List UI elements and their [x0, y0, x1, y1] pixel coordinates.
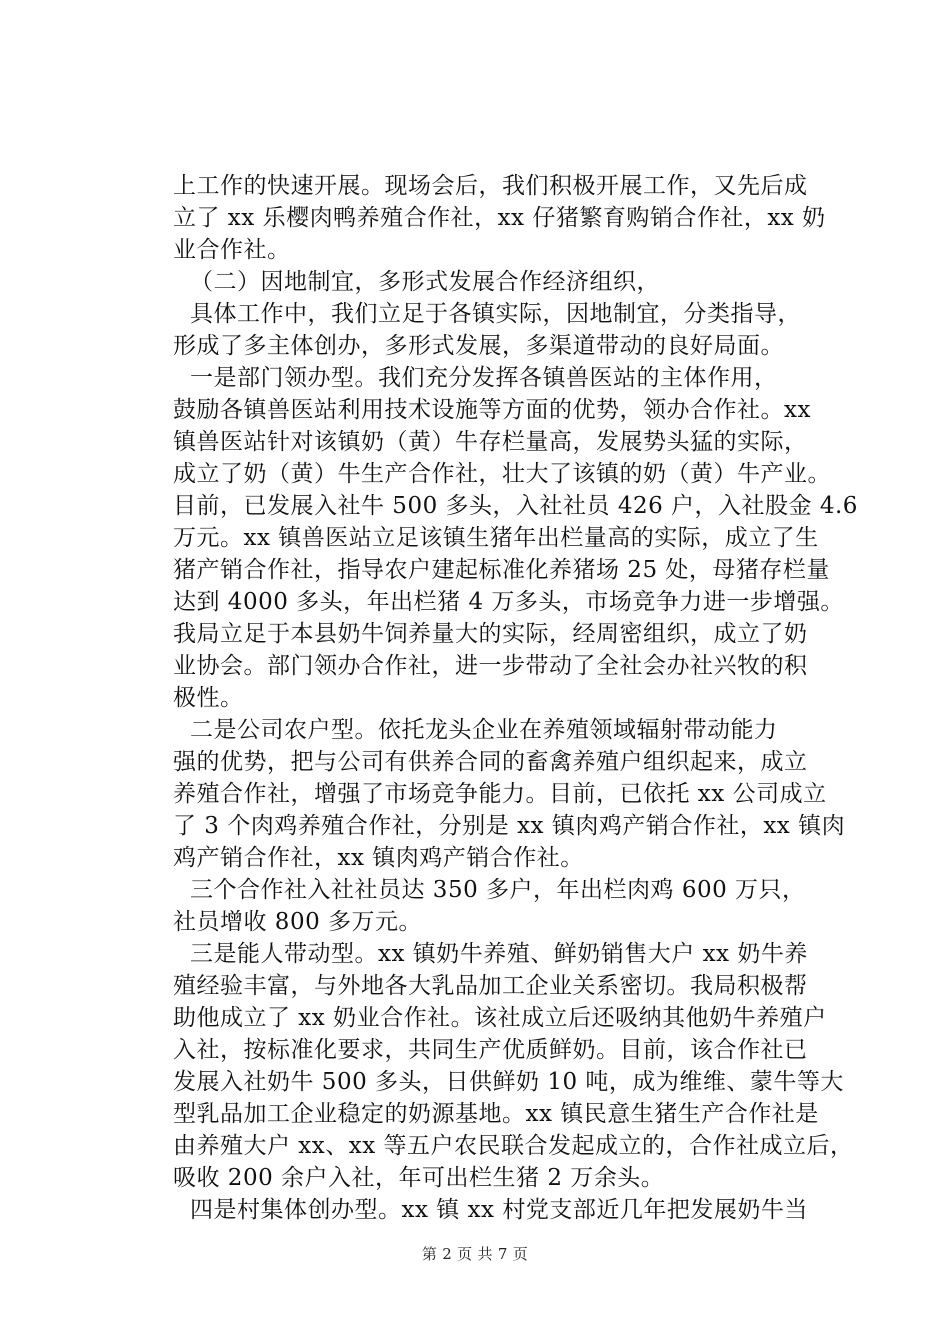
text-line: 养殖合作社，增强了市场竞争能力。目前，已依托 xx 公司成立 [173, 781, 827, 807]
text-line: 吸收 200 余户入社，年可出栏生猪 2 万余头。 [173, 1165, 665, 1191]
text-line: 达到 4000 多头，年出栏猪 4 万多头，市场竞争力进一步增强。 [173, 589, 844, 615]
text-line: 发展入社奶牛 500 多头，日供鲜奶 10 吨，成为维维、蒙牛等大 [173, 1069, 844, 1095]
text-line: 具体工作中，我们立足于各镇实际，因地制宜，分类指导， [190, 301, 801, 327]
text-line: 上工作的快速开展。现场会后，我们积极开展工作，又先后成 [173, 173, 808, 199]
text-line: 殖经验丰富，与外地各大乳品加工企业关系密切。我局积极帮 [173, 973, 808, 999]
text-line: 我局立足于本县奶牛饲养量大的实际，经周密组织，成立了奶 [173, 621, 808, 647]
text-line: 三个合作社入社社员达 350 多户，年出栏肉鸡 600 万只， [190, 877, 806, 903]
text-line: 三是能人带动型。xx 镇奶牛养殖、鲜奶销售大户 xx 奶牛养 [190, 941, 808, 967]
text-line: 由养殖大户 xx、xx 等五户农民联合发起成立的，合作社成立后， [173, 1133, 854, 1159]
text-line: 目前，已发展入社牛 500 多头，入社社员 426 户，入社股金 4.6 [173, 493, 858, 519]
text-line: 业协会。部门领办合作社，进一步带动了全社会办社兴牧的积 [173, 653, 808, 679]
text-line: 入社，按标准化要求，共同生产优质鲜奶。目前，该合作社已 [173, 1037, 808, 1063]
text-line: 鸡产销合作社，xx 镇肉鸡产销合作社。 [173, 845, 584, 871]
text-line: 社员增收 800 多万元。 [173, 909, 423, 935]
text-line: 立了 xx 乐樱肉鸭养殖合作社，xx 仔猪繁育购销合作社，xx 奶 [173, 205, 826, 231]
text-line: 猪产销合作社，指导农户建起标准化养猪场 25 处，母猪存栏量 [173, 557, 830, 583]
page-footer: 第 2 页 共 7 页 [421, 1245, 529, 1263]
text-line: 鼓励各镇兽医站利用技术设施等方面的优势，领办合作社。xx [173, 397, 811, 423]
text-line: 镇兽医站针对该镇奶（黄）牛存栏量高，发展势头猛的实际， [173, 429, 808, 455]
text-line: 四是村集体创办型。xx 镇 xx 村党支部近几年把发展奶牛当 [190, 1197, 808, 1223]
text-line: 二是公司农户型。依托龙头企业在养殖领域辐射带动能力 [190, 717, 778, 743]
text-line: 万元。xx 镇兽医站立足该镇生猪年出栏量高的实际，成立了生 [173, 525, 819, 551]
text-line: 形成了多主体创办，多形式发展，多渠道带动的良好局面。 [173, 333, 784, 359]
text-line: 助他成立了 xx 奶业合作社。该社成立后还吸纳其他奶牛养殖户 [173, 1005, 827, 1031]
text-line: 极性。 [173, 685, 244, 711]
text-line: 型乳品加工企业稳定的奶源基地。xx 镇民意生猪生产合作社是 [173, 1101, 819, 1127]
text-line: 业合作社。 [173, 237, 291, 263]
text-line: 强的优势，把与公司有供养合同的畜禽养殖户组织起来，成立 [173, 749, 808, 775]
text-line: 成立了奶（黄）牛生产合作社，壮大了该镇的奶（黄）牛产业。 [173, 461, 831, 487]
text-line: 一是部门领办型。我们充分发挥各镇兽医站的主体作用， [190, 365, 778, 391]
text-line: 了 3 个肉鸡养殖合作社，分别是 xx 镇肉鸡产销合作社，xx 镇肉 [173, 813, 846, 839]
document-body [173, 170, 863, 1226]
text-line: （二）因地制宜，多形式发展合作经济组织， [190, 269, 660, 295]
